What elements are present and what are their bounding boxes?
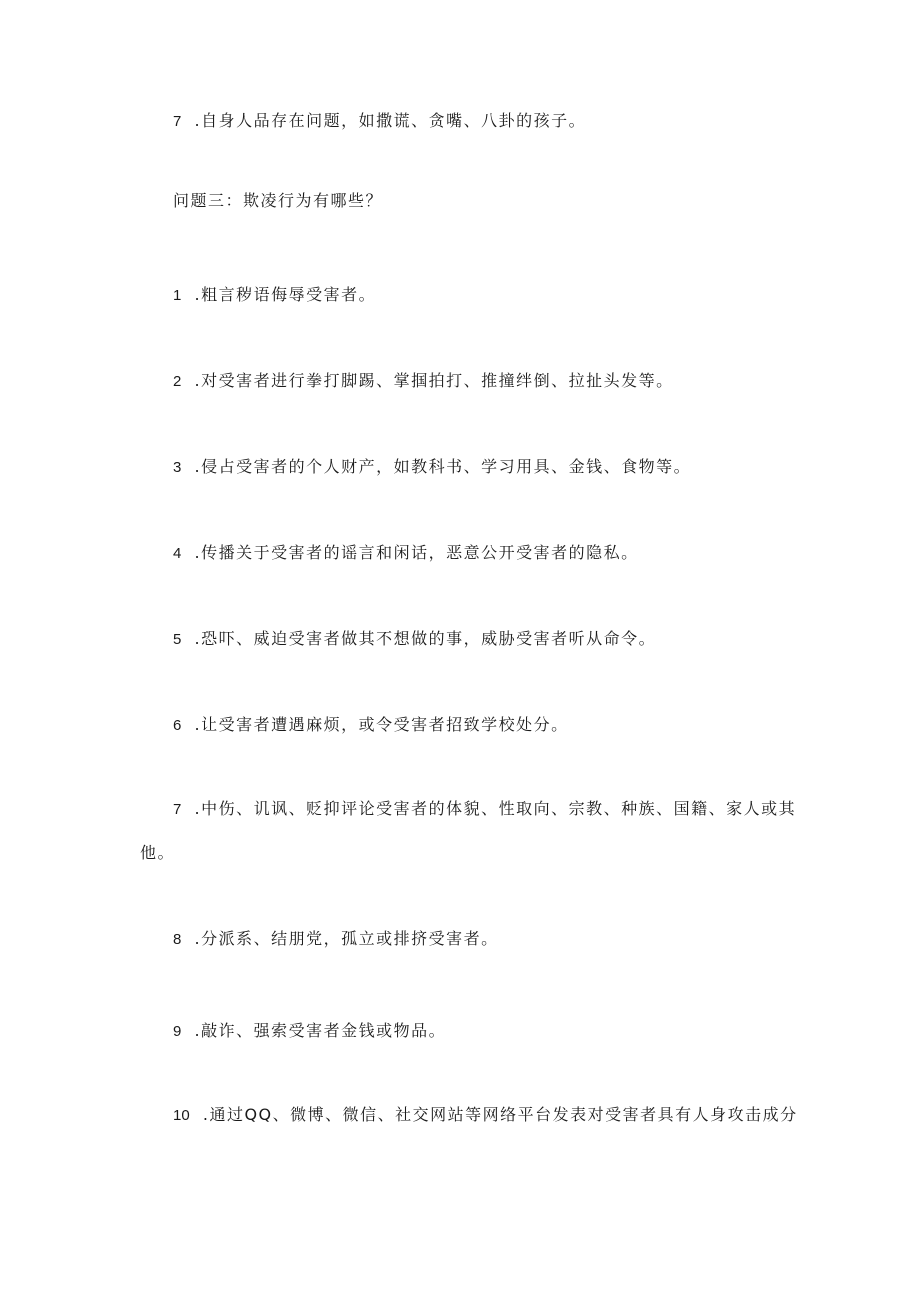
item-text: .侵占受害者的个人财产，如教科书、学习用具、金钱、食物等。 [194, 457, 692, 476]
item-number: 2 [173, 373, 182, 390]
list-item-prev-7 [173, 110, 586, 133]
list-item-3 [173, 456, 691, 479]
list-item-7 [173, 798, 796, 821]
item-number: 9 [173, 1023, 182, 1040]
item-number: 7 [173, 113, 182, 130]
item-text: .传播关于受害者的谣言和闲话，恶意公开受害者的隐私。 [194, 543, 639, 562]
item-text: .自身人品存在问题，如撒谎、贪嘴、八卦的孩子。 [194, 111, 587, 130]
list-item-9 [173, 1020, 446, 1043]
item-number: 7 [173, 801, 182, 818]
item-text: .让受害者遭遇麻烦，或令受害者招致学校处分。 [194, 715, 569, 734]
item-number: 4 [173, 545, 182, 562]
list-item-6 [173, 714, 569, 737]
item-text: .中伤、讥讽、贬抑评论受害者的体貌、性取向、宗教、种族、国籍、家人或其 [194, 799, 797, 818]
list-item-5 [173, 628, 656, 651]
item-number: 3 [173, 459, 182, 476]
item-text: .恐吓、威迫受害者做其不想做的事，威胁受害者听从命令。 [194, 629, 657, 648]
item-number: 10 [173, 1107, 190, 1124]
list-item-7-continuation: 他。 [140, 843, 176, 862]
item-text: .敲诈、强索受害者金钱或物品。 [194, 1021, 447, 1040]
item-text: .分派系、结朋党，孤立或排挤受害者。 [194, 929, 499, 948]
item-text: .通过QQ、微博、微信、社交网站等网络平台发表对受害者具有人身攻击成分 [202, 1105, 798, 1124]
item-text: .粗言秽语侮辱受害者。 [194, 285, 377, 304]
item-number: 6 [173, 717, 182, 734]
list-item-4 [173, 542, 639, 565]
list-item-2 [173, 370, 674, 393]
list-item-8 [173, 928, 499, 951]
item-number: 1 [173, 287, 182, 304]
item-number: 5 [173, 631, 182, 648]
item-number: 8 [173, 931, 182, 948]
list-item-10 [173, 1104, 798, 1127]
list-item-1 [173, 284, 376, 307]
item-text: .对受害者进行拳打脚踢、掌掴拍打、推撞绊倒、拉扯头发等。 [194, 371, 674, 390]
question-heading: 问题三：欺凌行为有哪些？ [173, 191, 384, 210]
